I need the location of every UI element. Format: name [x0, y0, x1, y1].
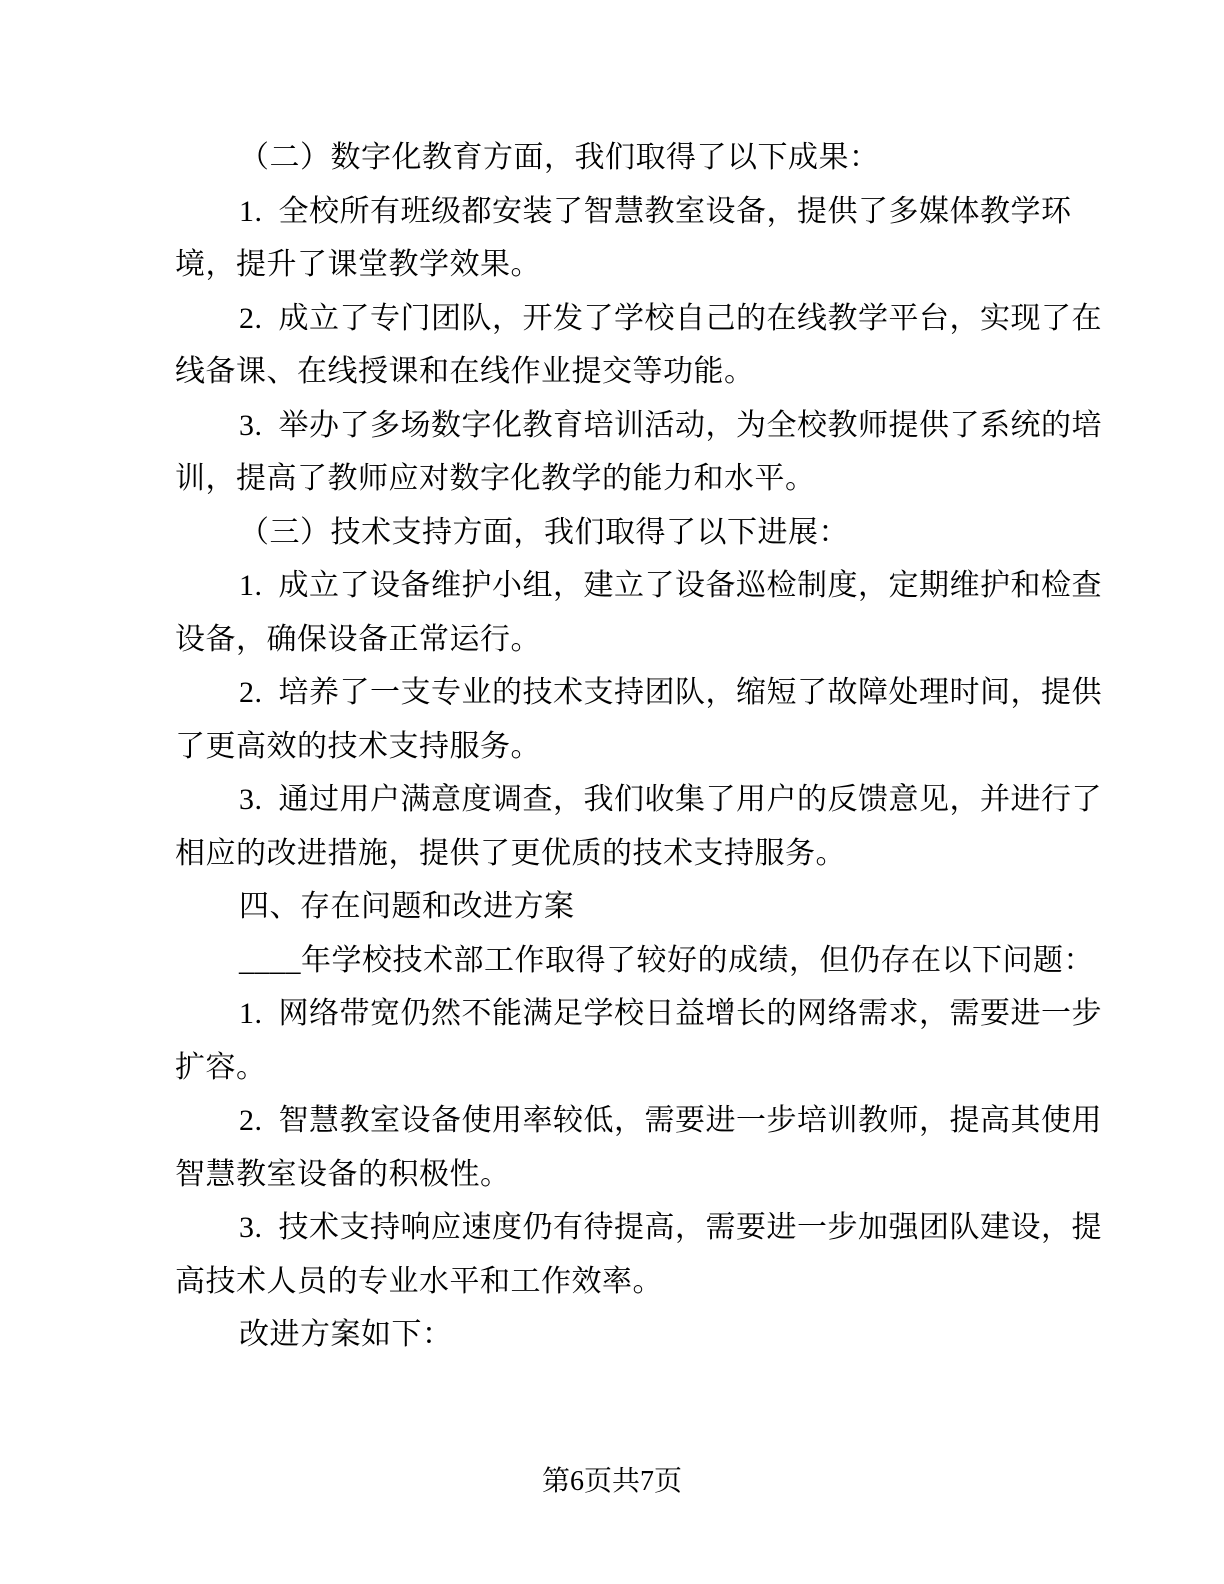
- text-line: 2. 智慧教室设备使用率较低，需要进一步培训教师，提高其使用: [239, 1104, 1102, 1137]
- text-line: 扩容。: [175, 1050, 267, 1084]
- text-line: 境，提升了课堂教学效果。: [175, 248, 541, 281]
- text-line: 2. 培养了一支专业的技术支持团队，缩短了故障处理时间，提供: [239, 676, 1102, 709]
- text-line: 1. 全校所有班级都安装了智慧教室设备，提供了多媒体教学环: [239, 194, 1072, 228]
- text-line: 训，提高了教师应对数字化教学的能力和水平。: [175, 462, 816, 495]
- text-line: 四、存在问题和改进方案: [239, 890, 575, 923]
- text-line: 3. 通过用户满意度调查，我们收集了用户的反馈意见，并进行了: [239, 783, 1102, 816]
- text-line: 3. 举办了多场数字化教育培训活动，为全校教师提供了系统的培: [239, 408, 1102, 442]
- text-line: 相应的改进措施，提供了更优质的技术支持服务。: [175, 836, 846, 870]
- text-line: 改进方案如下：: [239, 1318, 453, 1351]
- text-line: 设备，确保设备正常运行。: [175, 622, 541, 656]
- text-line: 1. 网络带宽仍然不能满足学校日益增长的网络需求，需要进一步: [239, 997, 1102, 1030]
- text-line: ____年学校技术部工作取得了较好的成绩，但仍存在以下问题：: [239, 943, 1094, 977]
- text-line: 3. 技术支持响应速度仍有待提高，需要进一步加强团队建设，提: [239, 1211, 1102, 1244]
- text-line: 了更高效的技术支持服务。: [175, 729, 541, 763]
- text-line: 线备课、在线授课和在线作业提交等功能。: [175, 355, 755, 388]
- text-line: （二）数字化教育方面，我们取得了以下成果：: [239, 141, 880, 174]
- text-line: 1. 成立了设备维护小组，建立了设备巡检制度，定期维护和检查: [239, 569, 1102, 602]
- text-line: 智慧教室设备的积极性。: [175, 1157, 511, 1191]
- page-footer: 第6页共7页: [541, 1466, 682, 1497]
- text-line: 2. 成立了专门团队，开发了学校自己的在线教学平台，实现了在: [239, 301, 1102, 335]
- text-line: 高技术人员的专业水平和工作效率。: [175, 1264, 663, 1298]
- document-body: [175, 131, 1102, 1362]
- text-line: （三）技术支持方面，我们取得了以下进展：: [239, 515, 849, 549]
